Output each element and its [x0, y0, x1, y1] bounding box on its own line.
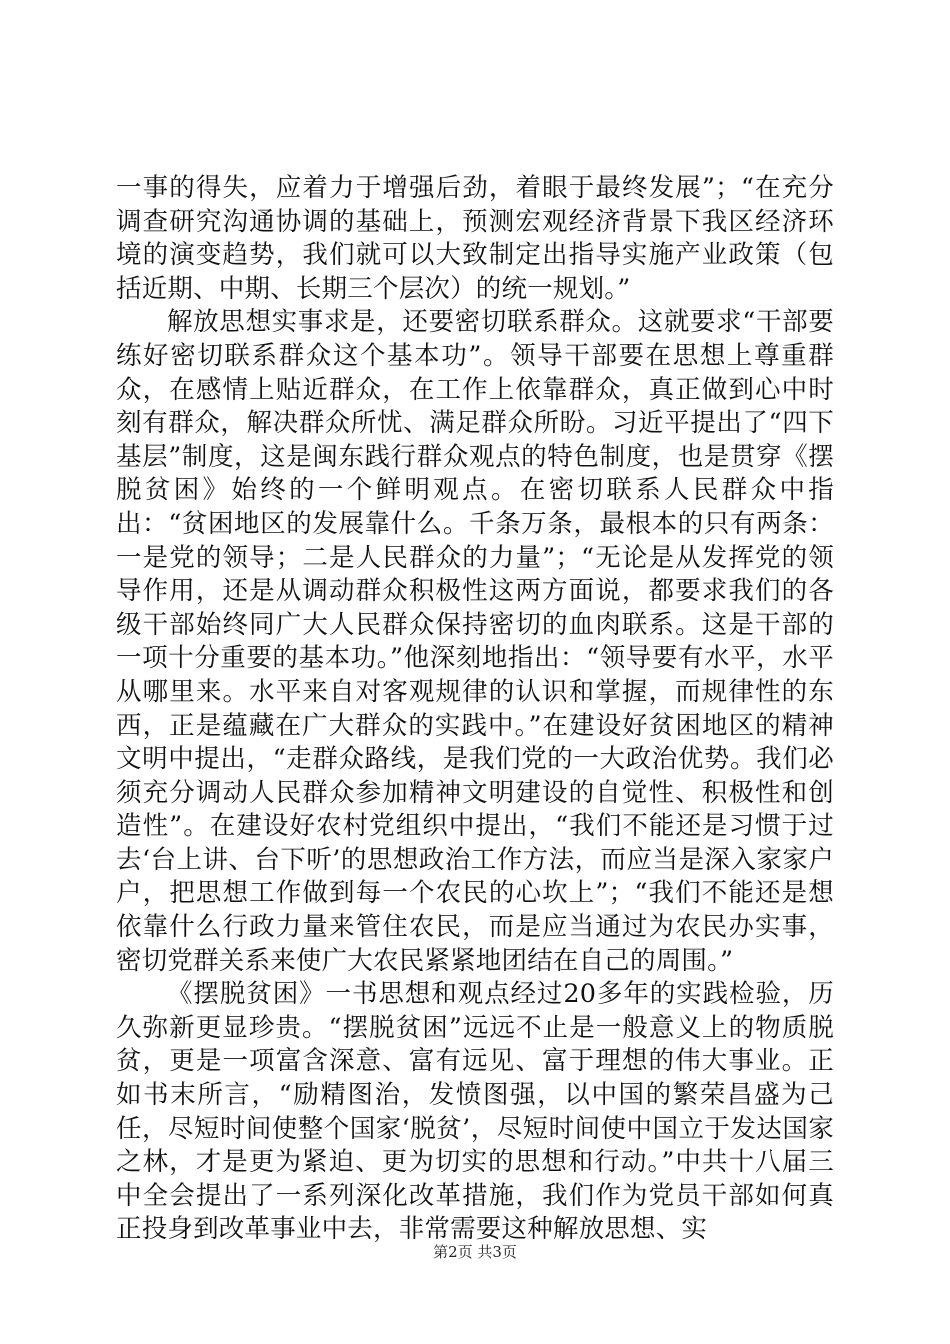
paragraph-continuation: 一事的得失，应着力于增强后劲，着眼于最终发展”；“在充分调查研究沟通协调的基础上，预测宏观经济背景下我区经济环境的演变趋势，我们就可以大致制定出指导实施产业政策（包括近期、中期、长期三个层次）的统一规划。”	[116, 173, 834, 304]
paragraph-mass-line: 解放思想实事求是，还要密切联系群众。这就要求“干部要练好密切联系群众这个基本功”。领导干部要在思想上尊重群众，在感情上贴近群众，在工作上依靠群众，真正做到心中时刻有群众，解决群众所忧、满足群众所盼。习近平提出了“四下基层”制度，这是闽东践行群众观点的特色制度，也是贯穿《摆脱贫困》始终的一个鲜明观点。在密切联系人民群众中指出：“贫困地区的发展靠什么。千条万条，最根本的只有两条：一是党的领导；二是人民群众的力量”；“无论是从发挥党的领导作用，还是从调动群众积极性这两方面说，都要求我们的各级干部始终同广大人民群众保持密切的血肉联系。这是干部的一项十分重要的基本功。”他深刻地指出：“领导要有水平，水平从哪里来。水平来自对客观规律的认识和掌握，而规律性的东西，正是蕴藏在广大群众的实践中。”在建设好贫困地区的精神文明中提出，“走群众路线，是我们党的一大政治优势。我们必须充分调动人民群众参加精神文明建设的自觉性、积极性和创造性”。在建设好农村党组织中提出，“我们不能还是习惯于过去‘台上讲、台下听’的思想政治工作方法，而应当是深入家家户户，把思想工作做到每一个农民的心坎上”；“我们不能还是想依靠什么行政力量来管住农民，而是应当通过为农民办实事，密切党群关系来使广大农民紧紧地团结在自己的周围。”	[116, 307, 834, 976]
paragraph-poverty-book: 《摆脱贫困》一书思想和观点经过20多年的实践检验，历久弥新更显珍贵。“摆脱贫困”远远不止是一般意义上的物质脱贫，更是一项富含深意、富有远见、富于理想的伟大事业。正如书末所言，“励精图治，发愤图强，以中国的繁荣昌盛为己任，尽短时间使整个国家‘脱贫’，尽短时间使中国立于发达国家之林，才是更为紧迫、更为切实的思想和行动。”中共十八届三中全会提出了一系列深化改革措施，我们作为党员干部如何真正投身到改革事业中去，非常需要这种解放思想、实	[116, 979, 834, 1245]
page-number-footer: 第2页 共3页	[433, 1243, 517, 1261]
document-body	[116, 172, 834, 1247]
